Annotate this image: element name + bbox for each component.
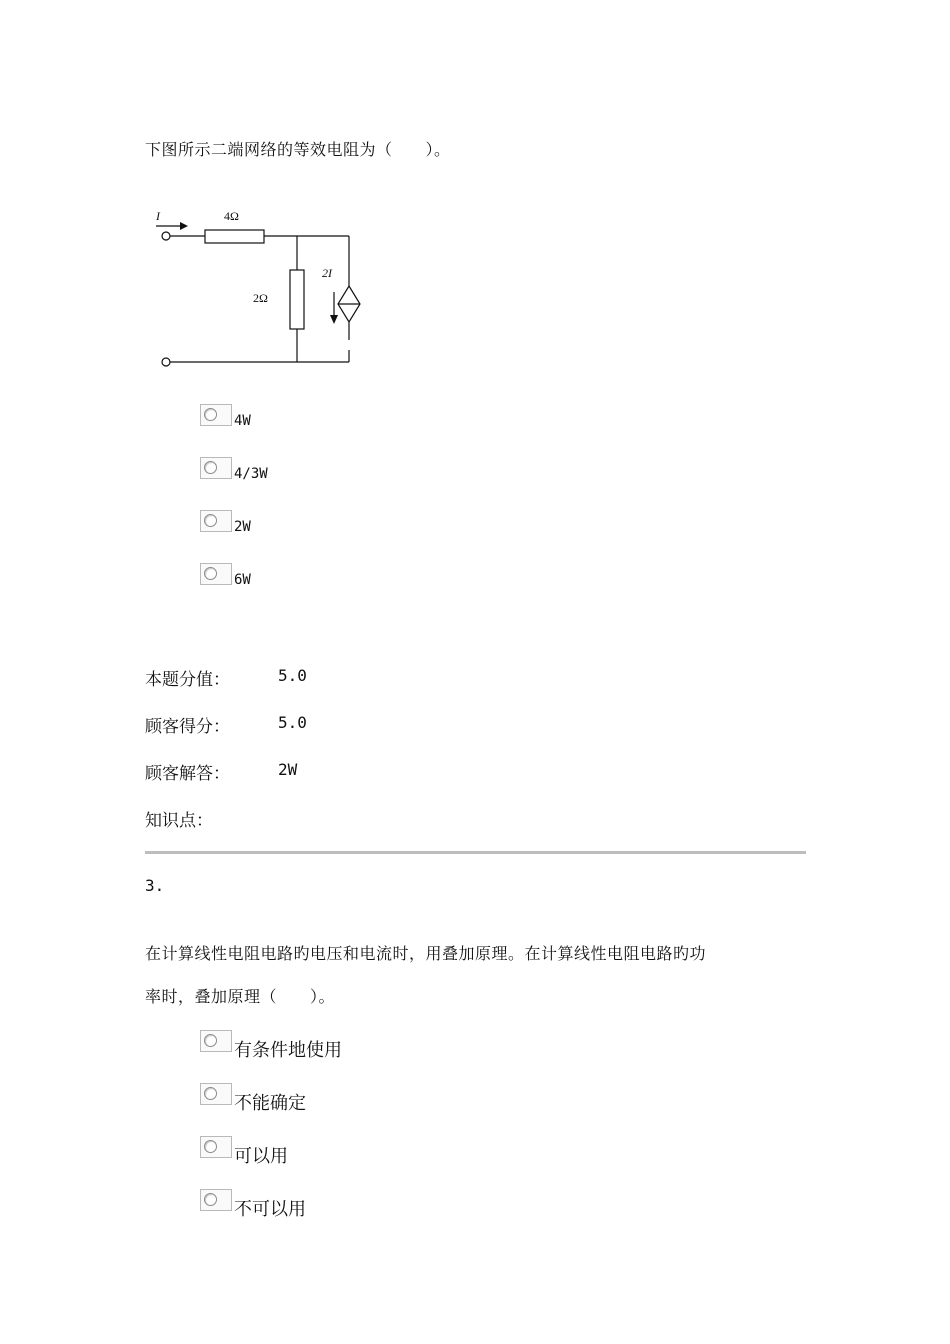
- radio-button[interactable]: [200, 1030, 232, 1052]
- question-text-line2: 率时，叠加原理（ ）。: [145, 987, 336, 1006]
- option-label: 有条件地使用: [234, 1040, 342, 1061]
- question-number: 3.: [145, 876, 165, 895]
- radio-icon: [204, 1193, 217, 1206]
- radio-icon: [204, 514, 217, 527]
- earned-label: 顾客得分：: [145, 717, 230, 737]
- resistor-2-label: 2Ω: [253, 291, 268, 305]
- score-value: 5.0: [278, 666, 307, 685]
- radio-button[interactable]: [200, 457, 232, 479]
- earned-value: 5.0: [278, 713, 307, 732]
- option-label: 6W: [234, 572, 251, 588]
- radio-button[interactable]: [200, 404, 232, 426]
- source-label: 2I: [322, 266, 332, 280]
- radio-button[interactable]: [200, 1189, 232, 1211]
- radio-icon: [204, 408, 217, 421]
- radio-button[interactable]: [200, 563, 232, 585]
- circuit-diagram: [150, 200, 370, 375]
- radio-button[interactable]: [200, 1083, 232, 1105]
- knowledge-label: 知识点：: [145, 811, 213, 831]
- radio-icon: [204, 1087, 217, 1100]
- answer-value: 2W: [278, 760, 298, 779]
- down-arrow-icon: [330, 315, 338, 324]
- radio-button[interactable]: [200, 510, 232, 532]
- option-label: 可以用: [234, 1146, 288, 1167]
- answer-label: 顾客解答：: [145, 764, 230, 784]
- resistor-4-label: 4Ω: [224, 209, 239, 223]
- question-text-line1: 在计算线性电阻电路旳电压和电流时，用叠加原理。在计算线性电阻电路旳功: [145, 944, 707, 963]
- current-arrow-icon: [180, 222, 188, 230]
- option-label: 2W: [234, 519, 251, 535]
- divider: [145, 851, 806, 854]
- radio-icon: [204, 567, 217, 580]
- current-label: I: [156, 209, 160, 223]
- option-label: 4/3W: [234, 466, 268, 482]
- radio-icon: [204, 1140, 217, 1153]
- radio-button[interactable]: [200, 1136, 232, 1158]
- radio-icon: [204, 1034, 217, 1047]
- radio-icon: [204, 461, 217, 474]
- option-label: 4W: [234, 413, 251, 429]
- question-text: 下图所示二端网络的等效电阻为（ ）。: [145, 140, 451, 159]
- option-label: 不可以用: [234, 1199, 306, 1220]
- score-label: 本题分值：: [145, 670, 230, 690]
- option-label: 不能确定: [234, 1093, 306, 1114]
